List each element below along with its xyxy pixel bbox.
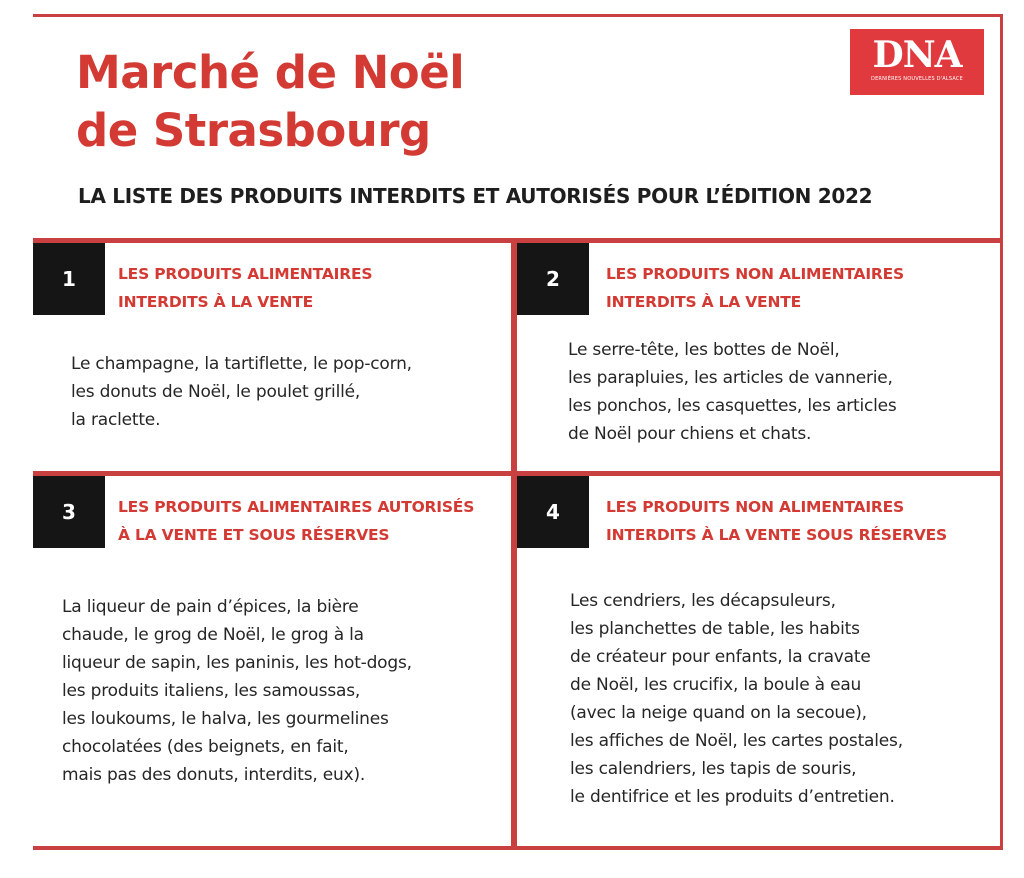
section-body-line: mais pas des donuts, interdits, eux).: [62, 765, 366, 785]
section-body-line: de Noël, les crucifix, la boule à eau: [570, 675, 862, 695]
section-title-line: LES PRODUITS NON ALIMENTAIRES: [606, 265, 905, 283]
dna-logo: [850, 29, 984, 95]
section-title-line: À LA VENTE ET SOUS RÉSERVES: [118, 526, 390, 544]
section-title-line: INTERDITS À LA VENTE: [606, 293, 801, 311]
section-body-line: (avec la neige quand on la secoue),: [570, 703, 867, 723]
section-body-line: les ponchos, les casquettes, les articles: [568, 396, 897, 416]
section-body-3: [62, 593, 412, 789]
title-line: Marché de Noël: [76, 46, 465, 99]
section-body-line: liqueur de sapin, les paninis, les hot-dogs,: [62, 653, 412, 673]
section-title-4: [606, 493, 947, 549]
section-title-line: LES PRODUITS ALIMENTAIRES AUTORISÉS: [118, 498, 475, 516]
section-body-line: les planchettes de table, les habits: [570, 619, 860, 639]
section-body-line: les affiches de Noël, les cartes postales,: [570, 731, 903, 751]
section-number-1: 1: [33, 243, 105, 315]
section-body-line: les loukoums, le halva, les gourmelines: [62, 709, 389, 729]
page-subtitle: LA LISTE DES PRODUITS INTERDITS ET AUTORISÉS POUR L’ÉDITION 2022: [78, 184, 873, 208]
section-body-line: Le champagne, la tartiflette, le pop-corn,: [71, 354, 412, 374]
section-body-line: Les cendriers, les décapsuleurs,: [570, 591, 836, 611]
section-number-2: 2: [517, 243, 589, 315]
page-title: [76, 44, 464, 160]
title-line: de Strasbourg: [76, 104, 431, 157]
logo-text: DNA: [872, 34, 962, 76]
section-body-line: de créateur pour enfants, la cravate: [570, 647, 871, 667]
section-title-line: INTERDITS À LA VENTE: [118, 293, 313, 311]
section-number-4: 4: [517, 476, 589, 548]
section-body-2: [568, 336, 897, 448]
section-body-line: Le serre-tête, les bottes de Noël,: [568, 340, 840, 360]
section-title-line: INTERDITS À LA VENTE SOUS RÉSERVES: [606, 526, 948, 544]
section-body-4: [570, 587, 903, 811]
section-body-line: La liqueur de pain d’épices, la bière: [62, 597, 359, 617]
section-body-1: [71, 350, 412, 434]
section-number-3: 3: [33, 476, 105, 548]
section-title-3: [118, 493, 474, 549]
section-body-line: les donuts de Noël, le poulet grillé,: [71, 382, 361, 402]
section-body-line: le dentifrice et les produits d’entretien.: [570, 787, 895, 807]
section-title-line: LES PRODUITS ALIMENTAIRES: [118, 265, 373, 283]
section-title-2: [606, 260, 904, 316]
section-body-line: les produits italiens, les samoussas,: [62, 681, 361, 701]
section-body-line: chocolatées (des beignets, en fait,: [62, 737, 349, 757]
logo-subtext: DERNIÈRES NOUVELLES D'ALSACE: [871, 76, 963, 82]
section-body-line: chaude, le grog de Noël, le grog à la: [62, 625, 364, 645]
section-title-1: [118, 260, 372, 316]
section-title-line: LES PRODUITS NON ALIMENTAIRES: [606, 498, 905, 516]
section-body-line: les parapluies, les articles de vannerie,: [568, 368, 893, 388]
section-body-line: la raclette.: [71, 410, 161, 430]
section-body-line: de Noël pour chiens et chats.: [568, 424, 812, 444]
section-body-line: les calendriers, les tapis de souris,: [570, 759, 857, 779]
